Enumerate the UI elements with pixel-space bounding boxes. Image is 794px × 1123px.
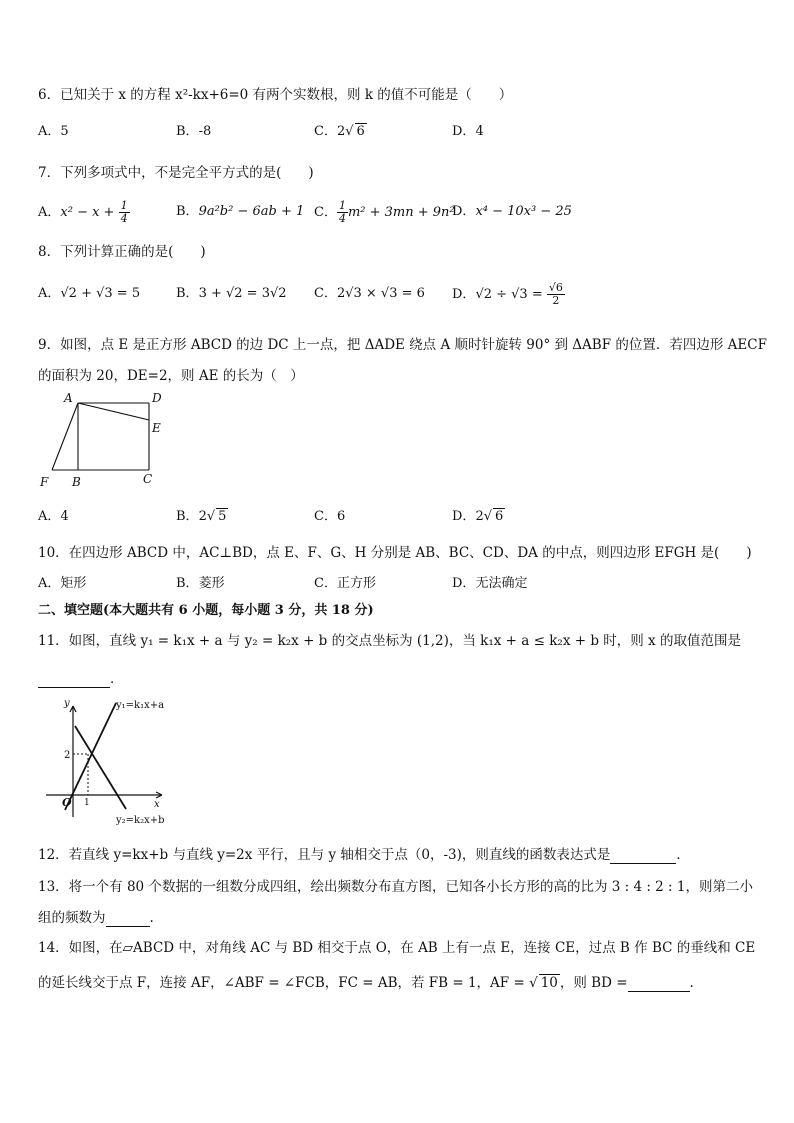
q9-stem-line1: 9．如图，点 E 是正方形 ABCD 的边 DC 上一点，把 ΔADE 绕点 A 顺时针旋转 90° 到 ΔABF 的位置．若四边形 AECF — [38, 337, 767, 353]
q9-label-e: E — [152, 421, 161, 435]
q6-option-c: C．2√ 6 — [314, 124, 365, 139]
q10-option-a: A．矩形 — [38, 576, 87, 591]
q11-stem: 11．如图，直线 y₁ = k₁x + a 与 y₂ = k₂x + b 的交点坐标为 (1,2)，当 k₁x + a ≤ k₂x + b 时，则 x 的取值范围是 — [38, 633, 741, 649]
q9-label-c: C — [143, 472, 153, 486]
q7-option-b: B．9a²b² − 6ab + 1 — [176, 204, 305, 219]
q10-option-d: D．无法确定 — [452, 576, 528, 591]
q9-label-a: A — [64, 391, 73, 405]
q13-stem-line1: 13．将一个有 80 个数据的一组数分成四组，绘出频数分布直方图，已知各小长方形的高的比为 3 : 4 : 2 : 1，则第二小 — [38, 879, 753, 895]
q7-option-d: D．x⁴ − 10x³ − 25 — [452, 204, 572, 219]
q11-answer-line: ． — [38, 667, 124, 688]
q10-option-c: C．正方形 — [314, 576, 376, 591]
q8-option-c: C．2√3 × √3 = 6 — [314, 286, 425, 301]
q10-stem: 10．在四边形 ABCD 中，AC⊥BD，点 E、F、G、H 分别是 AB、BC、CD、DA 的中点，则四边形 EFGH 是( ) — [38, 545, 752, 561]
q7-option-c: C． $\frac{1}{4}$ m² + 3mn + 9n² — [314, 199, 455, 225]
q10-option-b: B．菱形 — [176, 576, 225, 591]
q9-label-b: B — [72, 475, 81, 489]
q7-options — [38, 200, 598, 228]
q8-options — [38, 282, 598, 312]
q6-stem: 6．已知关于 x 的方程 x²-kx+6=0 有两个实数根，则 k 的值不可能是（ ） — [38, 87, 513, 103]
q12-stem: 12．若直线 y=kx+b 与直线 y=2x 平行，且与 y 轴相交于点（0，-3)，则直线的函数表达式是 — [38, 847, 611, 863]
q8-option-b: B．3 + √2 = 3√2 — [176, 286, 287, 301]
q9-options — [38, 505, 598, 527]
q9-label-d: D — [152, 391, 162, 405]
q9-figure — [36, 388, 176, 493]
q14-stem-line1: 14．如图，在▱ABCD 中，对角线 AC 与 BD 相交于点 O，在 AB 上有一点 E，连接 CE，过点 B 作 BC 的垂线和 CE — [38, 940, 756, 956]
q11-tick-x: 1 — [84, 798, 90, 808]
q12-answer-blank[interactable] — [610, 847, 676, 864]
q11-x-label: x — [154, 799, 160, 810]
q11-answer-blank[interactable] — [38, 671, 110, 688]
q6-option-b: B．-8 — [176, 124, 212, 139]
q9-label-f: F — [40, 475, 49, 489]
q14-stem-line2: 的延长线交于点 F，连接 AF，∠ABF = ∠FCB，FC = AB，若 FB = 1，AF = — [38, 975, 530, 991]
q9-option-a: A．4 — [38, 509, 69, 524]
q9-line-ae — [78, 403, 149, 420]
q7-stem: 7．下列多项式中，不是完全平方式的是( ) — [38, 165, 314, 181]
q13-answer-blank[interactable] — [106, 910, 150, 927]
q8-option-d: D．√2 ÷ √3 = $\frac{√6}{2}$ — [452, 281, 563, 307]
q14-line2: 的延长线交于点 F，连接 AF，∠ABF = ∠FCB，FC = AB，若 FB = 1，AF = √ 10 ，则 BD = . — [38, 975, 694, 991]
q9-stem-line2: 的面积为 20，DE=2，则 AE 的长为（ ） — [38, 368, 304, 384]
q12-line: 12．若直线 y=kx+b 与直线 y=2x 平行，且与 y 轴相交于点（0，-3)，则直线的函数表达式是 ． — [38, 847, 690, 863]
q11-tick-y: 2 — [64, 750, 71, 761]
q6-options — [38, 120, 598, 142]
section2-title: 二、填空题(本大题共有 6 小题，每小题 3 分，共 18 分) — [38, 603, 374, 618]
q7-option-a: A．x² − x + $\frac{1}{4}$ — [38, 199, 128, 225]
q11-line1-label: y₁=k₁x+a — [116, 700, 165, 711]
q10-options — [38, 572, 598, 594]
q11-line2-label: y₂=k₂x+b — [116, 815, 165, 826]
q9-option-b: B．2√ 5 — [176, 509, 227, 524]
q14-answer-blank[interactable] — [628, 975, 690, 992]
q13-stem-line2: 组的频数为 — [38, 910, 106, 926]
q11-line-y2 — [75, 726, 126, 809]
q9-line-af — [52, 403, 78, 470]
q11-y-label: y — [64, 698, 70, 709]
q8-option-a: A．√2 + √3 = 5 — [38, 286, 141, 301]
q6-option-d: D．4 — [452, 124, 484, 139]
q9-option-d: D．2√ 6 — [452, 509, 504, 524]
q6-option-a: A．5 — [38, 124, 69, 139]
q9-option-c: C．6 — [314, 509, 346, 524]
q13-line2: 组的频数为 . — [38, 910, 154, 926]
q8-stem: 8．下列计算正确的是( ) — [38, 244, 206, 260]
q14-radicand: 10 — [540, 975, 558, 991]
q11-origin-label: O — [62, 796, 72, 809]
q11-graph — [40, 692, 190, 830]
